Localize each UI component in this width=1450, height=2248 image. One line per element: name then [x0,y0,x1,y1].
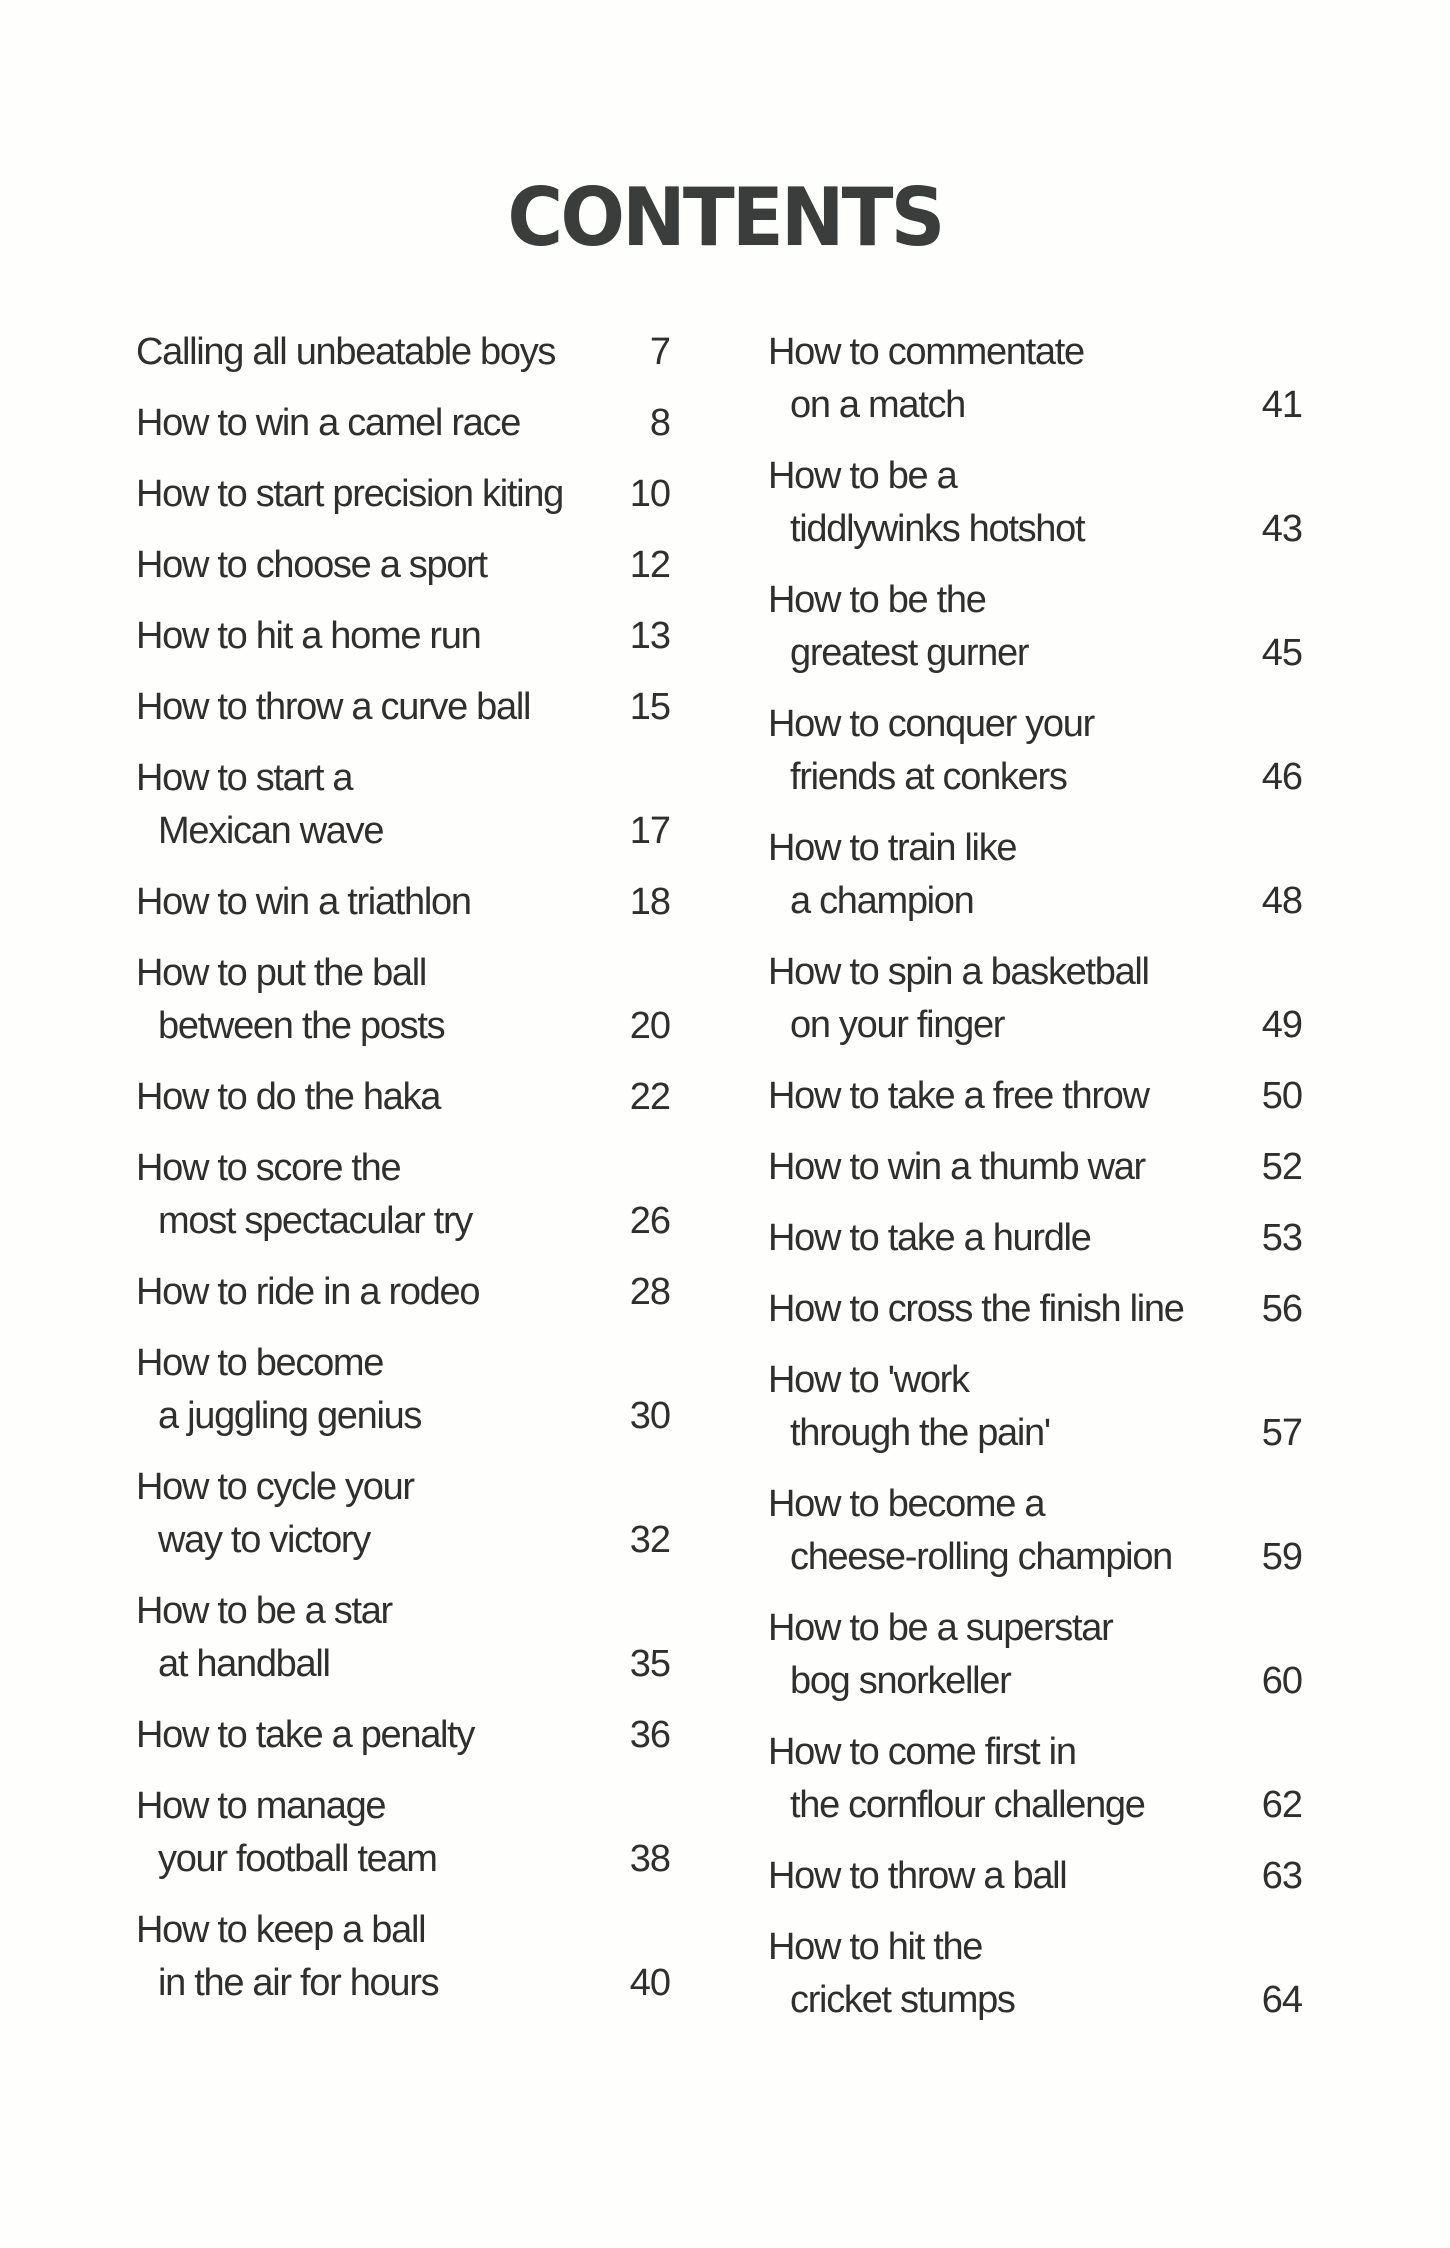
contents-right-column [768,326,1302,2045]
toc-entry-title-continued: way to victory [158,1519,370,1561]
toc-entry[interactable] [136,947,670,1053]
toc-entry-title-continued: a juggling genius [158,1395,422,1437]
toc-entry-title: How to be a star [136,1590,392,1632]
toc-entry-title: How to keep a ball [136,1909,426,1951]
toc-entry-title-continued: cricket stumps [790,1979,1015,2021]
toc-entry-title-continued: between the posts [158,1005,445,1047]
toc-entry-title-continued: most spectacular try [158,1200,472,1242]
toc-entry-title: How to choose a sport [136,544,487,586]
toc-entry-title: How to 'work [768,1359,969,1401]
toc-entry-title: How to hit the [768,1926,983,1968]
toc-entry-title: How to win a triathlon [136,881,471,923]
toc-entry[interactable] [136,397,670,450]
toc-page-number: 63 [1261,1855,1302,1897]
toc-entry-title: How to throw a ball [768,1855,1067,1897]
toc-entry[interactable] [768,1921,1302,2027]
toc-entry-title-continued: Mexican wave [158,810,384,852]
toc-entry-title-continued: on a match [790,384,965,426]
toc-entry-title-continued: in the air for hours [158,1962,439,2004]
toc-entry[interactable] [136,1461,670,1567]
toc-page-number: 52 [1261,1146,1302,1188]
toc-entry-title: How to put the ball [136,952,427,994]
toc-entry-title: How to come first in [768,1731,1076,1773]
toc-page-number: 46 [1261,756,1302,798]
toc-page-number: 43 [1261,508,1302,550]
toc-entry[interactable] [136,1904,670,2010]
toc-entry-title: How to hit a home run [136,615,481,657]
toc-entry-title: How to be a [768,455,957,497]
toc-page-number: 10 [629,473,670,515]
toc-entry[interactable] [768,326,1302,432]
toc-entry-title: How to cross the finish line [768,1288,1184,1330]
toc-entry[interactable] [768,946,1302,1052]
toc-entry[interactable] [768,1283,1302,1336]
toc-page-number: 64 [1261,1979,1302,2021]
toc-entry[interactable] [136,1585,670,1691]
toc-entry[interactable] [768,1070,1302,1123]
page-title: CONTENTS [507,171,943,264]
toc-entry[interactable] [136,610,670,663]
toc-entry[interactable] [136,1780,670,1886]
toc-page-number: 41 [1261,384,1302,426]
toc-page-number: 40 [629,1962,670,2004]
toc-entry-title: How to commentate [768,331,1084,373]
toc-entry-title: How to conquer your [768,703,1094,745]
toc-entry-title: How to train like [768,827,1017,869]
toc-page-number: 15 [629,686,670,728]
toc-entry-title: Calling all unbeatable boys [136,331,556,373]
toc-entry[interactable] [136,876,670,929]
toc-entry[interactable] [768,1478,1302,1584]
toc-page-number: 28 [629,1271,670,1313]
toc-entry-title-continued: cheese-rolling champion [790,1536,1172,1578]
toc-page-number: 59 [1261,1536,1302,1578]
toc-entry-title: How to become a [768,1483,1045,1525]
toc-entry[interactable] [136,1337,670,1443]
toc-page-number: 57 [1261,1412,1302,1454]
toc-entry-title-continued: greatest gurner [790,632,1029,674]
toc-page-number: 32 [629,1519,670,1561]
toc-entry[interactable] [136,752,670,858]
toc-entry[interactable] [768,450,1302,556]
toc-entry[interactable] [136,1266,670,1319]
toc-entry[interactable] [136,1142,670,1248]
toc-entry[interactable] [768,1850,1302,1903]
toc-entry[interactable] [768,698,1302,804]
toc-page-number: 62 [1261,1784,1302,1826]
toc-entry[interactable] [136,468,670,521]
toc-page-number: 30 [629,1395,670,1437]
toc-page-number: 49 [1261,1004,1302,1046]
toc-entry-title-continued: friends at conkers [790,756,1067,798]
toc-entry-title: How to win a camel race [136,402,521,444]
toc-entry[interactable] [136,1071,670,1124]
toc-entry-title: How to manage [136,1785,386,1827]
toc-entry[interactable] [768,1726,1302,1832]
toc-page-number: 53 [1261,1217,1302,1259]
toc-entry-title: How to spin a basketball [768,951,1149,993]
toc-page-number: 12 [629,544,670,586]
toc-entry-title: How to take a hurdle [768,1217,1091,1259]
toc-entry[interactable] [768,1212,1302,1265]
toc-entry[interactable] [768,1602,1302,1708]
toc-entry-title: How to start precision kiting [136,473,563,515]
toc-page-number: 26 [629,1200,670,1242]
toc-entry-title-continued: through the pain' [790,1412,1050,1454]
toc-page-number: 48 [1261,880,1302,922]
toc-entry-title: How to be the [768,579,986,621]
toc-page-number: 17 [629,810,670,852]
toc-page-number: 7 [649,331,670,373]
toc-page-number: 50 [1261,1075,1302,1117]
toc-entry[interactable] [768,1141,1302,1194]
toc-entry-title: How to throw a curve ball [136,686,531,728]
toc-entry-title-continued: bog snorkeller [790,1660,1011,1702]
toc-page-number: 60 [1261,1660,1302,1702]
toc-entry-title-continued: on your finger [790,1004,1005,1046]
toc-page-number: 13 [629,615,670,657]
toc-page-number: 56 [1261,1288,1302,1330]
toc-entry-title-continued: your football team [158,1838,437,1880]
toc-entry-title: How to become [136,1342,384,1384]
toc-entry[interactable] [768,1354,1302,1460]
toc-page-number: 18 [629,881,670,923]
toc-page-number: 38 [629,1838,670,1880]
toc-entry[interactable] [768,574,1302,680]
toc-entry[interactable] [136,1709,670,1762]
toc-entry[interactable] [136,326,670,379]
toc-entry-title: How to ride in a rodeo [136,1271,480,1313]
toc-entry-title: How to take a penalty [136,1714,475,1756]
toc-page-number: 36 [629,1714,670,1756]
toc-entry-title-continued: at handball [158,1643,330,1685]
toc-entry-title: How to start a [136,757,353,799]
toc-page-number: 35 [629,1643,670,1685]
toc-entry-title: How to take a free throw [768,1075,1149,1117]
toc-entry-title: How to win a thumb war [768,1146,1145,1188]
toc-page-number: 45 [1261,632,1302,674]
toc-entry-title: How to do the haka [136,1076,441,1118]
toc-page-number: 20 [629,1005,670,1047]
toc-entry-title-continued: the cornflour challenge [790,1784,1145,1826]
toc-entry[interactable] [136,539,670,592]
toc-entry[interactable] [136,681,670,734]
toc-entry[interactable] [768,822,1302,928]
toc-entry-title-continued: a champion [790,880,974,922]
toc-page-number: 8 [649,402,670,444]
contents-left-column [136,326,670,2028]
toc-entry-title: How to score the [136,1147,401,1189]
toc-entry-title: How to cycle your [136,1466,414,1508]
toc-entry-title-continued: tiddlywinks hotshot [790,508,1085,550]
toc-page-number: 22 [629,1076,670,1118]
toc-entry-title: How to be a superstar [768,1607,1113,1649]
